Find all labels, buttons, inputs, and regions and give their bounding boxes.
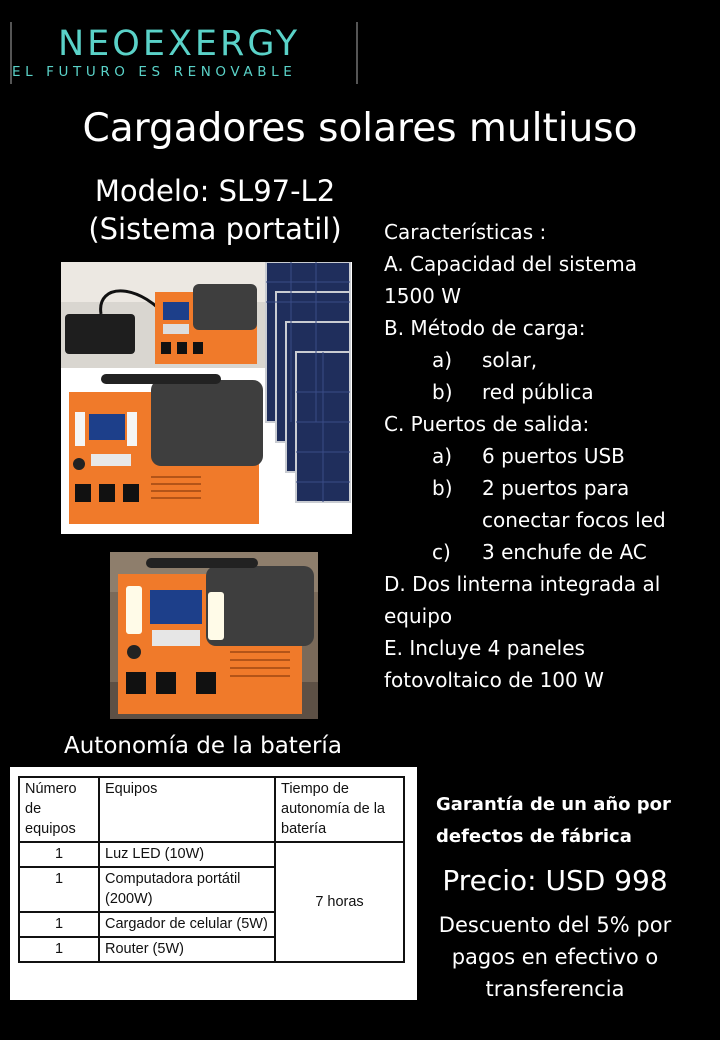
autonomy-table-card [10, 767, 417, 1000]
feature-e-cont: fotovoltaico de 100 W [384, 668, 604, 692]
header-equipment: Equipos [99, 777, 275, 842]
list-marker: c) [432, 540, 451, 564]
list-text: 3 enchufe de AC [482, 540, 647, 564]
row-equipment: Router (5W) [99, 937, 275, 962]
list-marker: b) [432, 476, 453, 500]
logo-tagline: EL FUTURO ES RENOVABLE [12, 64, 297, 80]
autonomy-table [18, 776, 405, 963]
model-line: Modelo: SL97-L2 [94, 174, 336, 208]
feature-e: E. Incluye 4 paneles [384, 636, 585, 660]
list-item [384, 504, 714, 536]
header-quantity: Número de equipos [19, 777, 99, 842]
table-row [19, 842, 404, 867]
autonomy-title: Autonomía de la batería [64, 733, 342, 759]
row-quantity: 1 [19, 867, 99, 912]
feature-b: B. Método de carga: [384, 316, 586, 340]
list-item [384, 472, 714, 504]
list-item [384, 440, 714, 472]
feature-c: C. Puertos de salida: [384, 412, 590, 436]
list-marker: a) [432, 348, 453, 372]
model-subtitle: (Sistema portatil) [88, 212, 342, 246]
list-item [384, 344, 714, 376]
discount-text: Descuento del 5% por pagos en efectivo o transferencia [438, 913, 672, 1001]
list-marker: a) [432, 444, 453, 468]
page-title: Cargadores solares multiuso [82, 106, 638, 151]
features-heading: Características : [384, 220, 547, 244]
product-photo-panels [61, 262, 352, 534]
list-text: conectar focos led [482, 508, 666, 532]
list-item [384, 536, 714, 568]
list-marker [384, 504, 482, 536]
feature-a-value: 1500 W [384, 284, 462, 308]
list-item [384, 376, 714, 408]
row-equipment: Cargador de celular (5W) [99, 912, 275, 937]
header-time: Tiempo de autonomía de la batería [275, 777, 404, 842]
features-list [384, 216, 714, 696]
logo-name: NEOEXERGY [58, 24, 301, 64]
list-text: red pública [482, 380, 594, 404]
feature-d-cont: equipo [384, 604, 453, 628]
row-equipment: Luz LED (10W) [99, 842, 275, 867]
list-text: 6 puertos USB [482, 444, 625, 468]
row-quantity: 1 [19, 937, 99, 962]
warranty-text: Garantía de un año por defectos de fábrica [436, 794, 671, 847]
table-header-row [19, 777, 404, 842]
row-time: 7 horas [275, 842, 404, 962]
list-marker: b) [432, 380, 453, 404]
row-quantity: 1 [19, 912, 99, 937]
model-block [60, 172, 370, 248]
feature-a: A. Capacidad del sistema [384, 252, 637, 276]
row-equipment: Computadora portátil (200W) [99, 867, 275, 912]
price-text: Precio: USD 998 [442, 864, 668, 897]
product-photo-lamps [110, 552, 318, 719]
logo-divider-right [356, 22, 358, 84]
list-text: 2 puertos para [482, 476, 630, 500]
list-text: solar, [482, 348, 538, 372]
brand-logo [10, 22, 360, 86]
row-quantity: 1 [19, 842, 99, 867]
feature-d: D. Dos linterna integrada al [384, 572, 661, 596]
